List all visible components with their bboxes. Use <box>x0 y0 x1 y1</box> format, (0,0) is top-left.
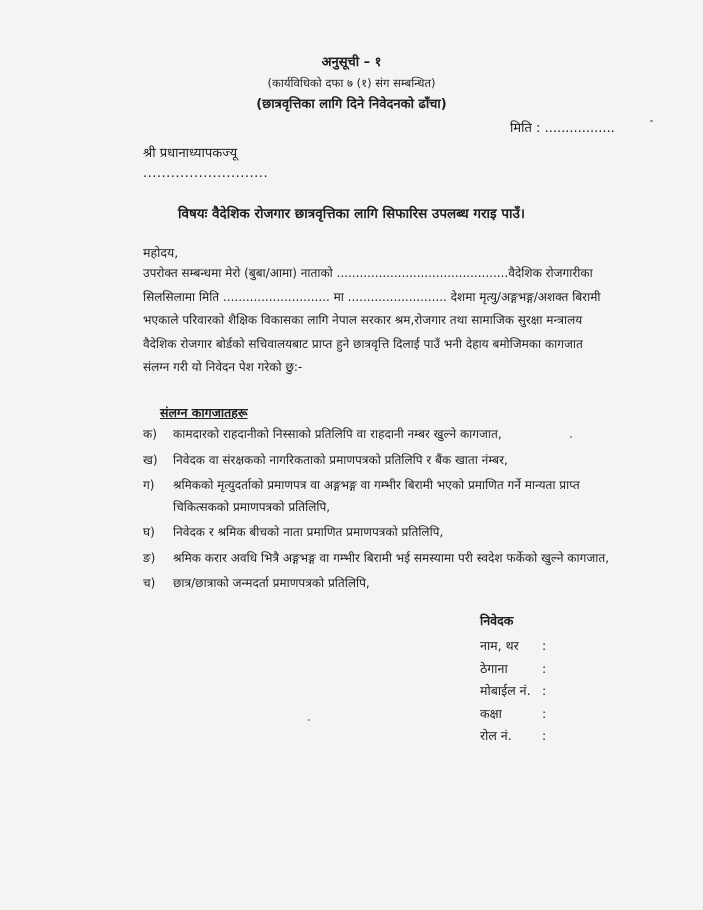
schedule-heading: अनुसूची – १ <box>321 55 382 70</box>
field-separator: : <box>542 638 547 653</box>
field-label: कक्षा <box>480 705 502 721</box>
form-title: (छात्रवृत्तिका लागि दिने निवेदनको ढाँचा) <box>256 97 447 112</box>
scan-speck <box>308 719 310 721</box>
field-separator: : <box>542 660 547 676</box>
list-marker: क) <box>143 427 157 441</box>
scan-speck <box>570 436 572 438</box>
body-line: भएकाले परिवारको शैक्षिक विकासका लागि नेपाल सरकार श्रम,रोजगार तथा सामाजिक सुरक्षा मन्त्रालय <box>143 313 583 327</box>
body-line: सिलसिलामा मिति ............................ मा .......................... देशमा मृत्यु/अङ्गभङ्ग/अशक्त बिरामी <box>143 289 601 304</box>
scan-speck <box>650 120 653 122</box>
list-text: निवेदक र श्रमिक बीचको नाता प्रमाणित प्रमाणपत्रको प्रतिलिपि, <box>173 525 444 539</box>
list-marker: ख) <box>143 452 158 467</box>
recipient-blank: ........................... <box>143 166 269 181</box>
applicant-field-name <box>480 635 546 658</box>
field-label: नाम, थर <box>480 638 519 653</box>
field-separator: : <box>542 728 547 743</box>
body-line: वैदेशिक रोजगार बोर्डको सचिवालयबाट प्राप्त हुने छात्रवृत्ति दिलाई पाउँ भनी देहाय बमोजिमका कागजात <box>143 336 583 351</box>
attachments-heading: संलग्न कागजातहरू <box>160 405 248 420</box>
subject-line: विषयः वैदेशिक रोजगार छात्रवृत्तिका लागि सिफारिस उपलब्ध गराइ पाउँ। <box>177 206 526 222</box>
list-text: छात्र/छात्राको जन्मदर्ता प्रमाणपत्रको प्रतिलिपि, <box>173 576 370 590</box>
list-text: श्रमिकको मृत्युदर्ताको प्रमाणपत्र वा अङ्गभङ्ग वा गम्भीर बिरामी भएको प्रमाणित गर्ने मान्यता प्राप्त चिकित्सकको प्रमाणपत्रको प्रतिलिपि, <box>173 478 580 514</box>
applicant-field-address <box>480 658 546 681</box>
applicant-block <box>480 612 546 748</box>
attachments-list <box>143 424 633 599</box>
list-marker: ङ) <box>143 550 156 565</box>
field-label: मोबाईल नं. <box>480 683 531 698</box>
body-line: संलग्न गरी यो निवेदन पेश गरेको छु:- <box>143 360 303 374</box>
date-line: मिति : ................. <box>510 121 615 136</box>
field-label: ठेगाना <box>480 660 508 676</box>
list-marker: च) <box>143 576 156 590</box>
field-label: रोल नं. <box>480 728 512 743</box>
body-paragraph <box>143 262 623 380</box>
field-separator: : <box>542 683 547 698</box>
salutation: महोदय, <box>143 245 179 260</box>
reference-note: (कार्यविधिको दफा ७ (१) संग सम्बन्धित) <box>267 76 436 90</box>
list-item <box>143 522 633 544</box>
list-text: कामदारको राहदानीको निस्साको प्रतिलिपि वा राहदानी नम्बर खुल्ने कागजात, <box>173 427 502 441</box>
list-text: निवेदक वा संरक्षकको नागरिकताको प्रमाणपत्रको प्रतिलिपि र बैंक खाता नंम्बर, <box>173 452 508 467</box>
list-item <box>143 475 633 518</box>
list-marker: घ) <box>143 525 155 539</box>
applicant-field-roll <box>480 725 546 748</box>
list-marker: ग) <box>143 478 155 492</box>
body-line: उपरोक्त सम्बन्धमा मेरो (बुबा/आमा) नाताको .............................................वैदेशिक रोजगारीका <box>143 266 593 280</box>
applicant-title: निवेदक <box>480 613 514 628</box>
list-item <box>143 573 633 595</box>
field-separator: : <box>542 705 547 721</box>
applicant-field-mobile <box>480 680 546 703</box>
list-item <box>143 450 633 472</box>
applicant-field-class <box>480 703 546 726</box>
list-item <box>143 548 633 570</box>
list-text: श्रमिक करार अवधि भित्रै अङ्गभङ्ग वा गम्भीर बिरामी भई समस्यामा परी स्वदेश फर्केको खुल्ने कागजात, <box>173 550 610 565</box>
recipient-title: श्री प्रधानाध्यापकज्यू <box>143 146 238 161</box>
list-item <box>143 424 633 446</box>
